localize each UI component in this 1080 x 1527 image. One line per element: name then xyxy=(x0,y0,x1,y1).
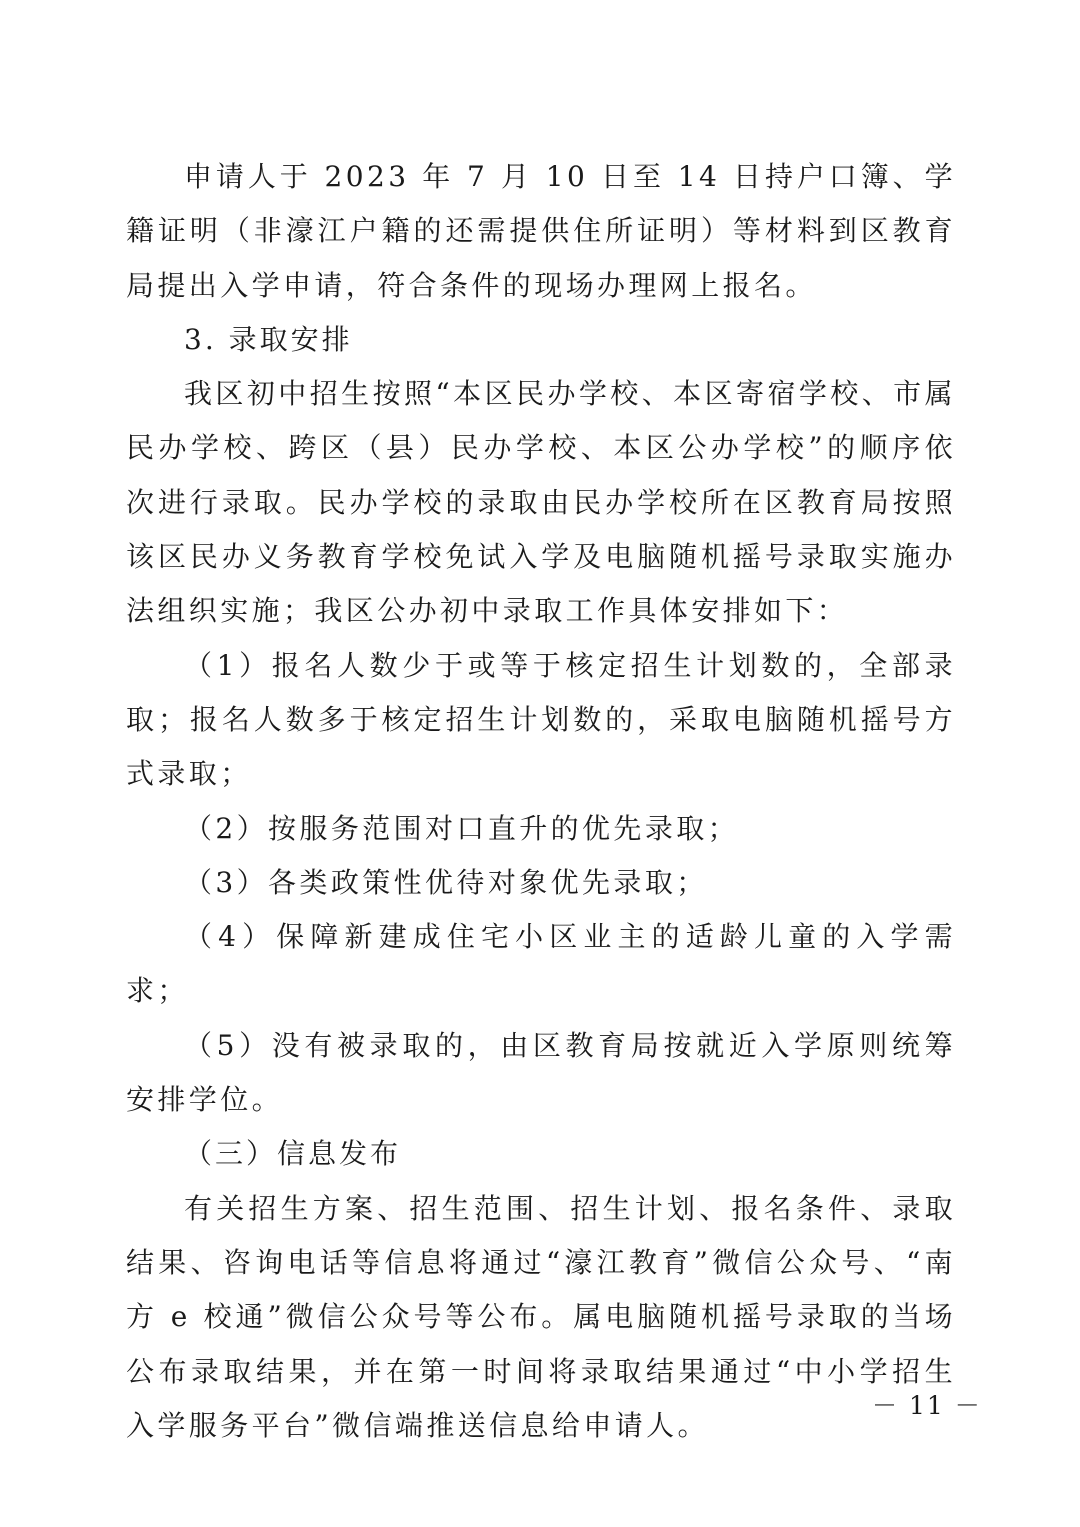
paragraph-admission-order: 我区初中招生按照“本区民办学校、本区寄宿学校、市属民办学校、跨区（县）民办学校、本区公办学校”的顺序依次进行录取。民办学校的录取由民办学校所在区教育局按照该区民办义务教育学校免试入学及电脑随机摇号录取实施办法组织实施；我区公办初中录取工作具体安排如下： xyxy=(126,377,956,628)
section-heading-admission-arrangement: 3. 录取安排 xyxy=(184,322,353,356)
list-item-rule-3: （3）各类政策性优待对象优先录取； xyxy=(184,865,708,899)
list-item-rule-5: （5）没有被录取的，由区教育局按就近入学原则统筹安排学位。 xyxy=(126,1028,956,1117)
section-heading-information-release: （三）信息发布 xyxy=(184,1137,402,1171)
paragraph-information-release: 有关招生方案、招生范围、招生计划、报名条件、录取结果、咨询电话等信息将通过“濠江教育”微信公众号、“南方 e 校通”微信公众号等公布。属电脑随机摇号录取的当场公布录取结果，并在第一时间将录取结果通过“中小学招生入学服务平台”微信端推送信息给申请人。 xyxy=(126,1191,956,1442)
list-item-rule-1: （1）报名人数少于或等于核定招生计划数的，全部录取；报名人数多于核定招生计划数的，采取电脑随机摇号方式录取； xyxy=(126,648,956,791)
list-item-rule-2: （2）按服务范围对口直升的优先录取； xyxy=(184,811,740,845)
paragraph-application-materials: 申请人于 2023 年 7 月 10 日至 14 日持户口簿、学籍证明（非濠江户籍的还需提供住所证明）等材料到区教育局提出入学申请，符合条件的现场办理网上报名。 xyxy=(126,160,956,302)
list-item-rule-4: （4）保障新建成住宅小区业主的适龄儿童的入学需求； xyxy=(126,920,956,1008)
page-number: － 11 － xyxy=(872,1391,982,1420)
document-body xyxy=(126,150,956,1453)
